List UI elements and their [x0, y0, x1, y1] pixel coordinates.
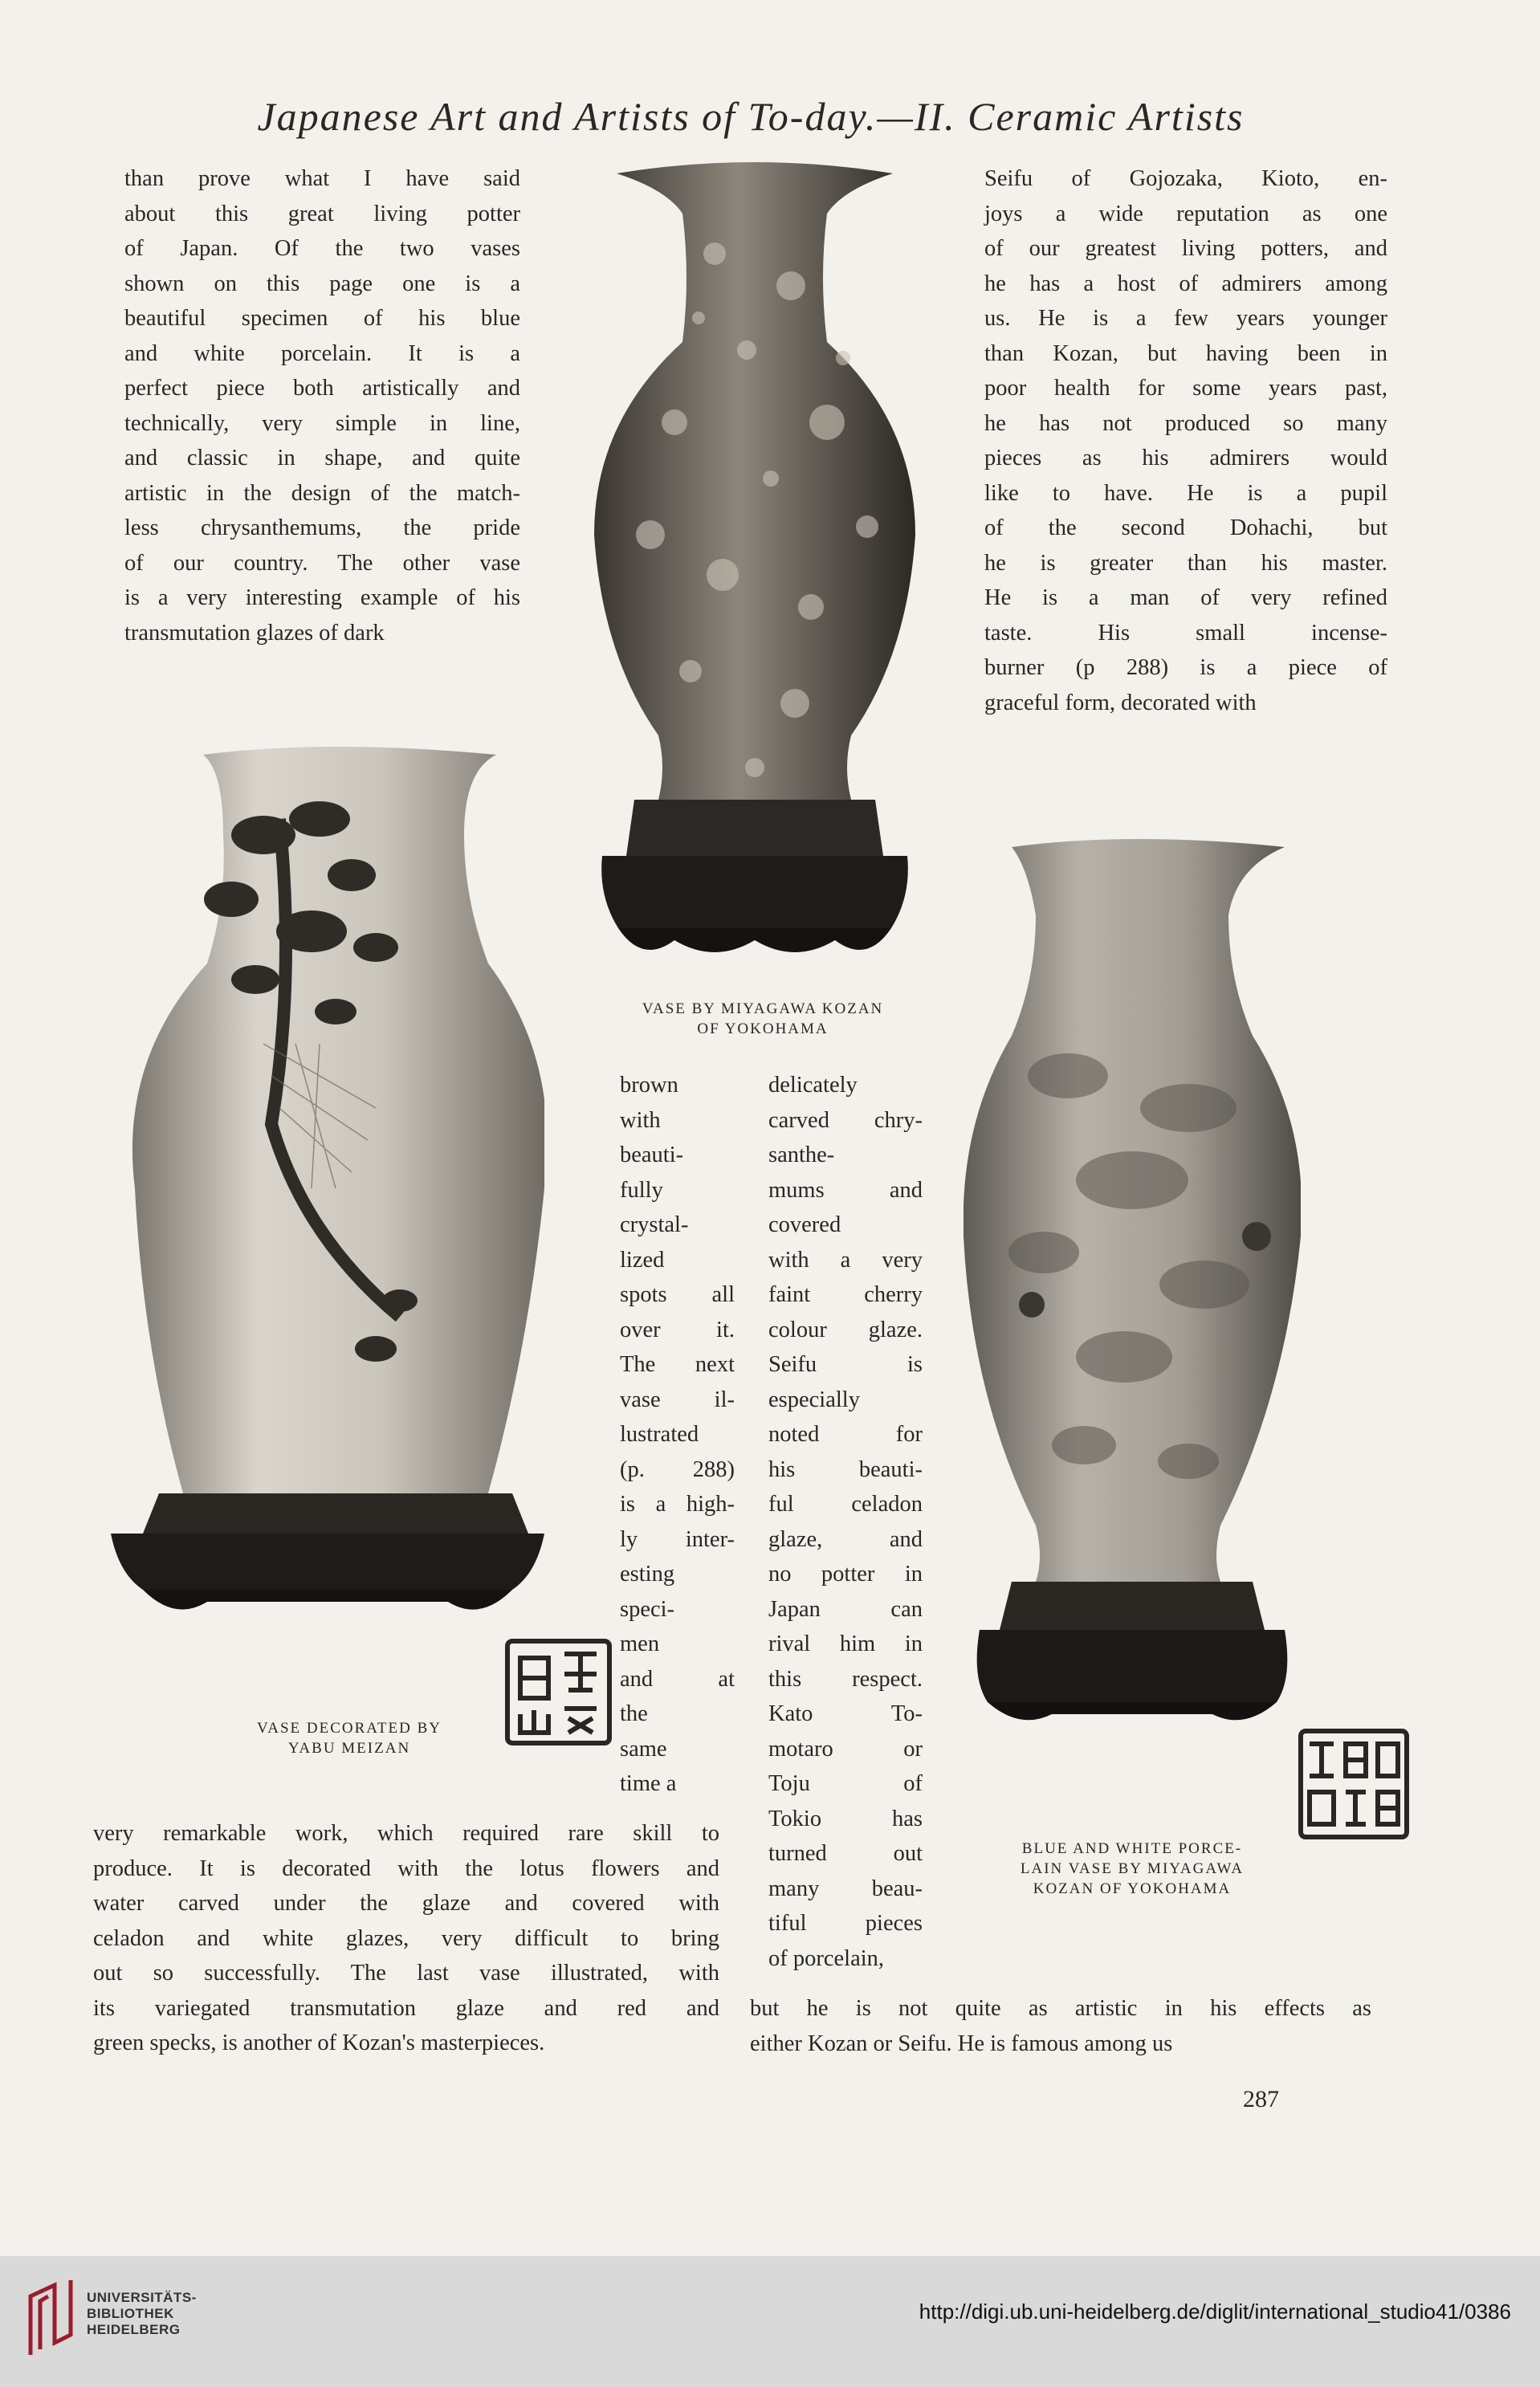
text-column-left-top: [124, 161, 520, 650]
text-line: (p. 288): [620, 1456, 735, 1482]
text-line: of Japan. Of the two vases: [124, 236, 520, 261]
text-line: Seifu is: [768, 1352, 923, 1377]
text-line: the: [620, 1701, 648, 1726]
page-number: 287: [1243, 2086, 1279, 2112]
text-line: carved chry-: [768, 1107, 923, 1133]
text-line: but he is not quite as artistic in his effects as: [750, 1996, 1371, 2021]
caption-line: VASE DECORATED BY: [256, 1720, 442, 1737]
text-line: spots all: [620, 1282, 735, 1307]
text-line: faint cherry: [768, 1282, 923, 1307]
text-line: esting: [620, 1562, 675, 1587]
text-column-bottom-left: [93, 1816, 719, 2061]
text-line: over it.: [620, 1317, 735, 1342]
text-line: with: [620, 1107, 661, 1133]
text-line: either Kozan or Seifu. He is famous among us: [750, 2031, 1173, 2056]
text-line: he has not produced so many: [984, 410, 1387, 436]
text-line: and classic in shape, and quite: [124, 446, 520, 470]
text-line: tiful pieces: [768, 1911, 923, 1936]
kozan-crystalline-vase-image: [586, 157, 923, 968]
library-name-line: BIBLIOTHEK: [87, 2306, 174, 2321]
text-line: Japan can: [768, 1596, 923, 1622]
text-line: mums and: [768, 1177, 923, 1203]
library-name: [87, 2290, 197, 2338]
text-line: of our greatest living potters, and: [984, 236, 1387, 261]
source-url[interactable]: http://digi.ub.uni-heidelberg.de/diglit/international_studio41/0386: [919, 2299, 1511, 2324]
caption-line: KOZAN OF YOKOHAMA: [1033, 1880, 1232, 1897]
heidelberg-library-logo: [24, 2279, 77, 2359]
text-line: turned out: [768, 1841, 923, 1866]
caption-line: OF YOKOHAMA: [697, 1020, 829, 1037]
caption-line: YABU MEIZAN: [287, 1740, 411, 1757]
text-line: glaze, and: [768, 1526, 923, 1552]
text-line: rival him in: [768, 1631, 923, 1656]
text-line: of our country. The other vase: [124, 550, 520, 576]
text-line: many beau-: [768, 1876, 923, 1901]
text-line: especially: [768, 1387, 860, 1412]
text-line: his beauti-: [768, 1456, 923, 1482]
text-column-bottom-right: [750, 1991, 1371, 2061]
text-column-right-top: [984, 161, 1387, 720]
text-line: no potter in: [768, 1562, 923, 1587]
text-line: lized: [620, 1247, 665, 1273]
text-line: of porcelain,: [768, 1945, 885, 1971]
text-line: burner (p 288) is a piece of: [984, 655, 1387, 680]
text-column-middle-b: [768, 1068, 923, 1976]
caption-blue-white-vase: [964, 1839, 1301, 1899]
text-line: crystal-: [620, 1212, 689, 1237]
text-line: less chrysanthemums, the pride: [124, 515, 520, 540]
caption-kozan-vase: [594, 999, 931, 1039]
text-line: and at: [620, 1666, 735, 1692]
text-line: is a high-: [620, 1492, 735, 1517]
text-line: joys a wide reputation as one: [984, 201, 1387, 226]
text-line: brown: [620, 1073, 678, 1098]
text-line: lustrated: [620, 1422, 699, 1447]
text-line: speci-: [620, 1596, 675, 1622]
running-header: Japanese Art and Artists of To-day.—II. Ceramic Artists: [257, 94, 1245, 139]
text-line: ly inter-: [620, 1526, 735, 1552]
text-line: about this great living potter: [124, 201, 520, 226]
library-name-line: UNIVERSITÄTS-: [87, 2290, 197, 2305]
text-line: out so successfully. The last vase illustrated, with: [93, 1961, 719, 1986]
text-column-middle-a: [620, 1068, 735, 1802]
text-line: graceful form, decorated with: [984, 690, 1257, 715]
text-line: technically, very simple in line,: [124, 410, 520, 436]
text-line: fully: [620, 1177, 663, 1203]
caption-meizan-vase: [217, 1718, 482, 1758]
text-line: vase il-: [620, 1387, 735, 1412]
text-line: pieces as his admirers would: [984, 446, 1387, 470]
text-line: with a very: [768, 1247, 923, 1273]
text-line: noted for: [768, 1422, 923, 1447]
text-line: taste. His small incense-: [984, 620, 1387, 646]
text-line: delicately: [768, 1073, 858, 1098]
caption-line: BLUE AND WHITE PORCE-: [1021, 1840, 1243, 1857]
text-line: same: [620, 1736, 667, 1762]
text-line: green specks, is another of Kozan's masterpieces.: [93, 2031, 545, 2055]
text-line: ful celadon: [768, 1492, 923, 1517]
text-line: this respect.: [768, 1666, 923, 1692]
text-line: beauti-: [620, 1143, 684, 1167]
text-line: celadon and white glazes, very difficult to bring: [93, 1925, 719, 1951]
text-line: beautiful specimen of his blue: [124, 306, 520, 331]
text-line: men: [620, 1631, 660, 1656]
text-line: Seifu of Gojozaka, Kioto, en-: [984, 166, 1387, 191]
artist-seal-left: [504, 1638, 613, 1746]
text-line: he is greater than his master.: [984, 550, 1387, 576]
artist-seal-right: [1298, 1728, 1410, 1840]
text-line: like to have. He is a pupil: [984, 480, 1387, 506]
text-line: he has a host of admirers among: [984, 271, 1387, 296]
text-line: of the second Dohachi, but: [984, 515, 1387, 540]
text-line: artistic in the design of the match-: [124, 480, 520, 506]
text-line: very remarkable work, which required rare skill to: [93, 1821, 719, 1846]
text-line: is a very interesting example of his: [124, 585, 520, 610]
caption-line: VASE BY MIYAGAWA KOZAN: [642, 1000, 884, 1017]
text-line: He is a man of very refined: [984, 585, 1387, 610]
blue-white-porcelain-vase-image: [964, 835, 1301, 1734]
library-name-line: HEIDELBERG: [87, 2322, 181, 2337]
text-line: shown on this page one is a: [124, 271, 520, 296]
text-line: santhe-: [768, 1143, 835, 1167]
text-line: time a: [620, 1771, 677, 1796]
text-line: motaro or: [768, 1736, 923, 1762]
text-line: and white porcelain. It is a: [124, 340, 520, 366]
text-line: The next: [620, 1352, 735, 1377]
text-line: us. He is a few years younger: [984, 306, 1387, 331]
text-line: colour glaze.: [768, 1317, 923, 1342]
text-line: transmutation glazes of dark: [124, 620, 385, 646]
text-line: perfect piece both artistically and: [124, 376, 520, 401]
meizan-decorated-vase-image: [111, 739, 544, 1630]
text-line: produce. It is decorated with the lotus flowers and: [93, 1855, 719, 1881]
text-line: water carved under the glaze and covered with: [93, 1891, 719, 1916]
text-line: Tokio has: [768, 1806, 923, 1831]
text-line: than prove what I have said: [124, 166, 520, 191]
text-line: Kato To-: [768, 1701, 923, 1726]
text-line: than Kozan, but having been in: [984, 340, 1387, 366]
text-line: covered: [768, 1212, 841, 1237]
text-line: Toju of: [768, 1771, 923, 1796]
caption-line: LAIN VASE BY MIYAGAWA: [1020, 1860, 1245, 1877]
text-line: poor health for some years past,: [984, 376, 1387, 401]
text-line: its variegated transmutation glaze and red and: [93, 1995, 719, 2021]
